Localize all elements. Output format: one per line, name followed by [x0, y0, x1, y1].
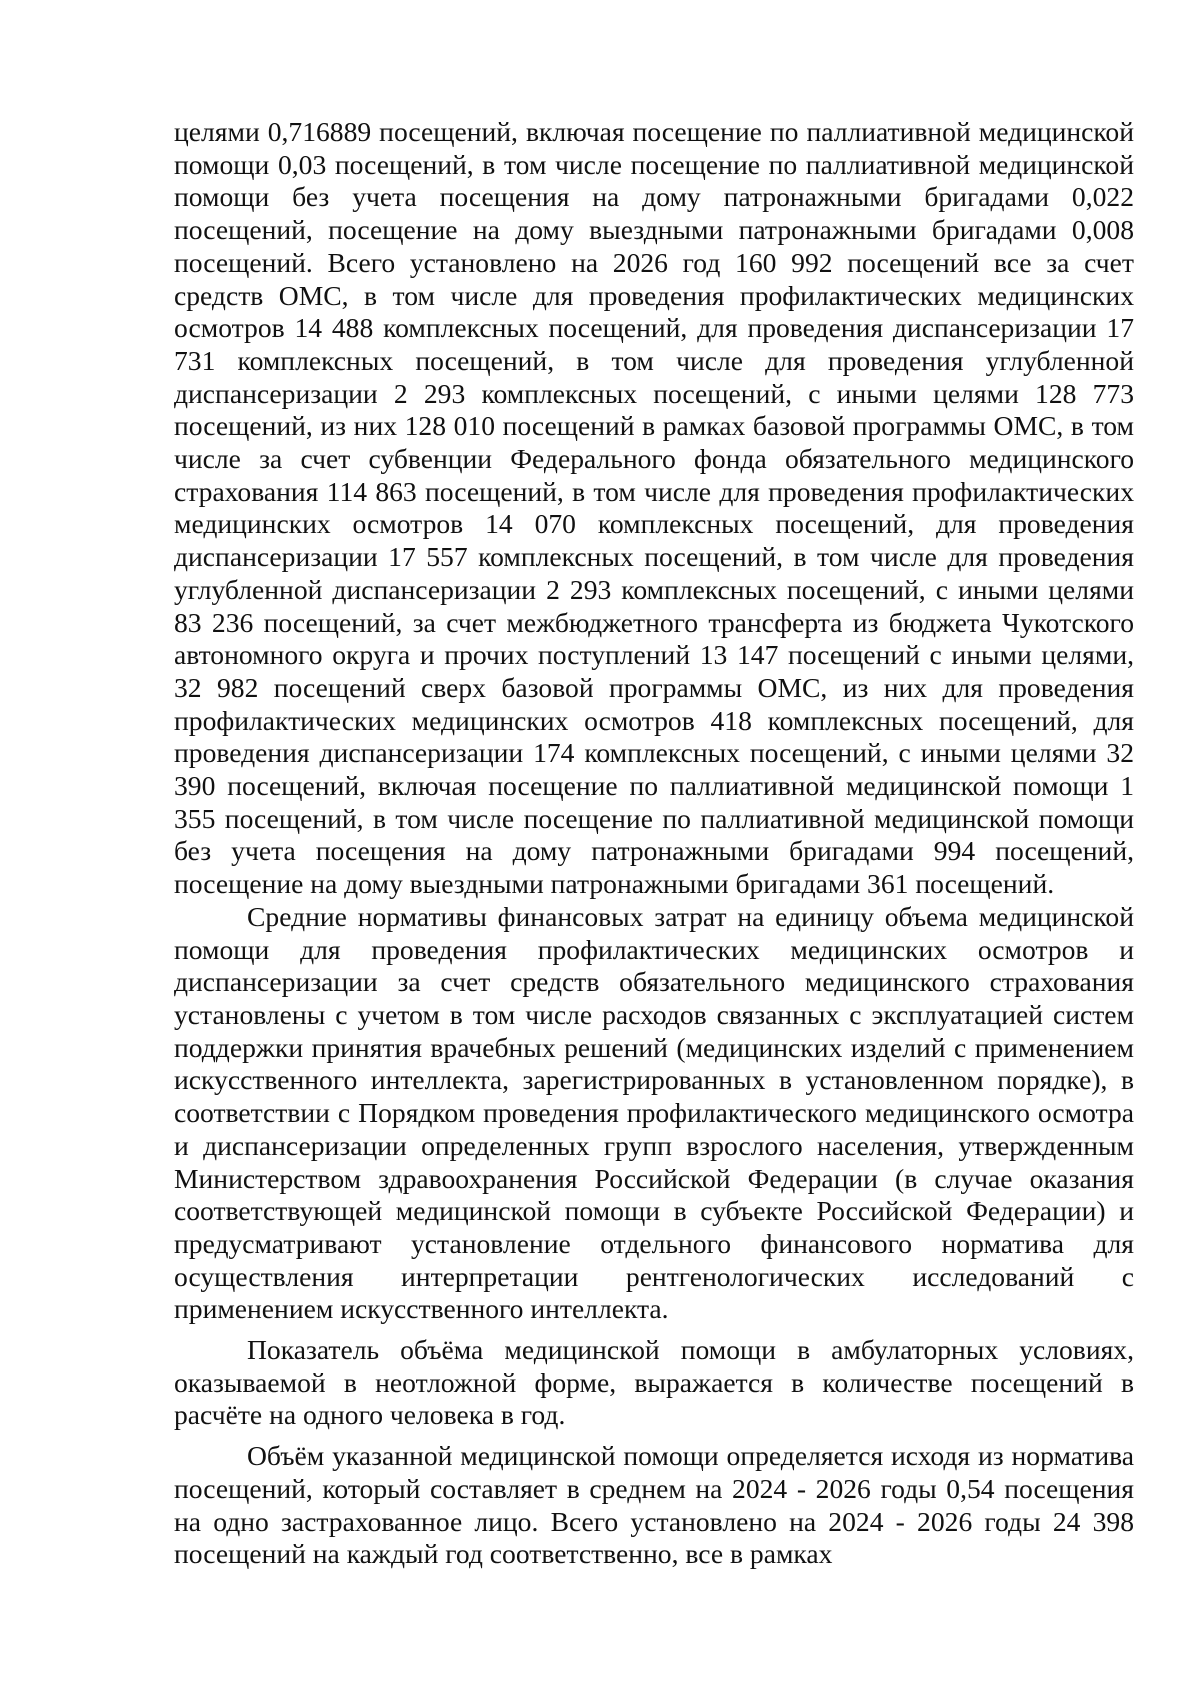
- paragraph-financial-norms: Средние нормативы финансовых затрат на единицу объема медицинской помощи для проведения профилактических медицинских осмотров и диспансеризации за счет средств обязательного медицинского страхования установлены с учетом в том числе расходов связанных с эксплуатацией систем поддержки принятия врачебных решений (медицинских изделий с применением искусственного интеллекта, зарегистрированных в установленном порядке), в соответствии с Порядком проведения профилактического медицинского осмотра и диспансеризации определенных групп взрослого населения, утвержденным Министерством здравоохранения Российской Федерации (в случае оказания соответствующей медицинской помощи в субъекте Российской Федерации) и предусматривают установление отдельного финансового норматива для осуществления интерпретации рентгенологических исследований с применением искусственного интеллекта.: [174, 900, 1134, 1325]
- paragraph-urgent-care-indicator: Показатель объёма медицинской помощи в амбулаторных условиях, оказываемой в неотложной форме, выражается в количестве посещений в расчёте на одного человека в год.: [174, 1334, 1134, 1431]
- paragraph-visits-2026: целями 0,716889 посещений, включая посещение по паллиативной медицинской помощи 0,03 посещений, в том числе посещение по паллиативной медицинской помощи без учета посещения на дому патронажными бригадами 0,022 посещений, посещение на дому выездными патронажными бригадами 0,008 посещений. Всего установлено на 2026 год 160 992 посещений все за счет средств ОМС, в том числе для проведения профилактических медицинских осмотров 14 488 комплексных посещений, для проведения диспансеризации 17 731 комплексных посещений, в том числе для проведения углубленной диспансеризации 2 293 комплексных посещений, с иными целями 128 773 посещений, из них 128 010 посещений в рамках базовой программы ОМС, в том числе за счет субвенции Федерального фонда обязательного медицинского страхования 114 863 посещений, в том числе для проведения профилактических медицинских осмотров 14 070 комплексных посещений, для проведения диспансеризации 17 557 комплексных посещений, в том числе для проведения углубленной диспансеризации 2 293 комплексных посещений, с иными целями 83 236 посещений, за счет межбюджетного трансферта из бюджета Чукотского автономного округа и прочих поступлений 13 147 посещений с иными целями, 32 982 посещений сверх базовой программы ОМС, из них для проведения профилактических медицинских осмотров 418 комплексных посещений, для проведения диспансеризации 174 комплексных посещений, с иными целями 32 390 посещений, включая посещение по паллиативной медицинской помощи 1 355 посещений, в том числе посещение по паллиативной медицинской помощи без учета посещения на дому патронажными бригадами 994 посещений, посещение на дому выездными патронажными бригадами 361 посещений.: [174, 116, 1134, 900]
- document-body: [174, 116, 1134, 1571]
- paragraph-urgent-care-volume: Объём указанной медицинской помощи определяется исходя из норматива посещений, который составляет в среднем на 2024 - 2026 годы 0,54 посещения на одно застрахованное лицо. Всего установлено на 2024 - 2026 годы 24 398 посещений на каждый год соответственно, все в рамках: [174, 1440, 1134, 1570]
